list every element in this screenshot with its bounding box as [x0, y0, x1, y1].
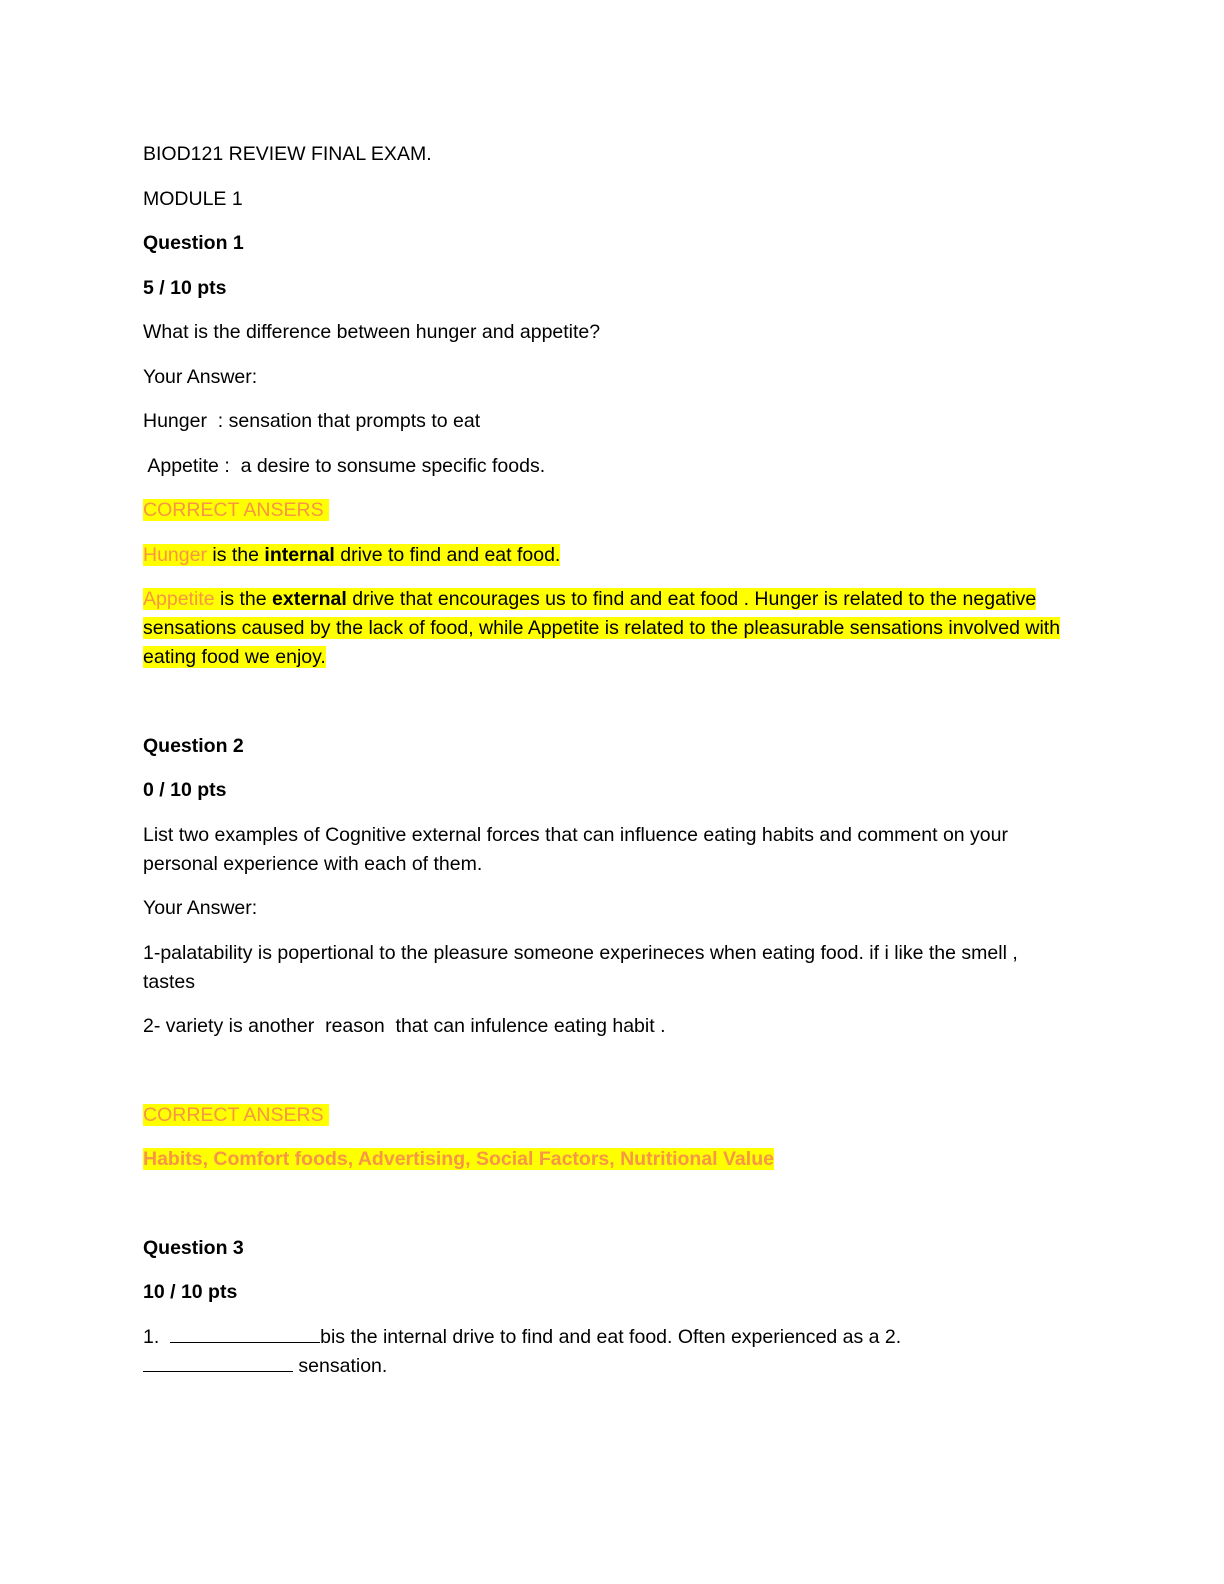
question-1-score: 5 / 10 pts: [143, 276, 227, 299]
hunger-post: drive to find and eat food.: [334, 543, 561, 566]
question-3-number: 1.: [143, 1325, 171, 1348]
hunger-bold: internal: [264, 543, 335, 566]
blank-1: [170, 1324, 320, 1343]
question-2-score: 0 / 10 pts: [143, 779, 227, 801]
appetite-term: Appetite: [143, 588, 215, 610]
question-3-end: sensation.: [293, 1354, 388, 1377]
module-heading: MODULE 1: [143, 187, 243, 210]
correct-answers-label: CORRECT ANSERS: [143, 499, 330, 521]
question-1-correct-appetite: [143, 585, 1073, 672]
document-page: [143, 140, 1073, 1396]
question-1-answer-line-2: Appetite : a desire to sonsume specific foods.: [143, 454, 546, 477]
question-1-label: Question 1: [143, 232, 244, 254]
appetite-post: drive that encourages us to find and eat food . Hunger is related to the negative sensations caused by the lack of food, while Appetite is related to the pleasurable sensations involved with eating food we enjoy.: [143, 588, 1061, 668]
question-2-correct-label: [143, 1101, 1073, 1130]
question-3-mid: bis the internal drive to find and eat food. Often experienced as a 2.: [320, 1325, 902, 1348]
question-2-answer-line-1: 1-palatability is popertional to the pleasure someone experineces when eating food. if i like the smell , tastes: [143, 941, 1018, 993]
hunger-pre: is the: [206, 543, 265, 566]
question-1-answer-line-1: Hunger : sensation that prompts to eat: [143, 410, 481, 432]
question-3-text: [143, 1323, 1073, 1381]
document-title: BIOD121 REVIEW FINAL EXAM.: [143, 143, 432, 165]
question-1-your-answer-label: Your Answer:: [143, 365, 258, 388]
question-2-correct-text: [143, 1145, 1073, 1174]
correct-answers-label-2: CORRECT ANSERS: [143, 1103, 330, 1126]
question-1-correct-hunger: [143, 541, 1073, 570]
question-2-text: List two examples of Cognitive external forces that can influence eating habits and comment on your personal experience with each of them.: [143, 823, 1008, 875]
blank-2: [143, 1353, 293, 1372]
question-1-text: What is the difference between hunger and appetite?: [143, 321, 601, 343]
question-2-your-answer-label: Your Answer:: [143, 897, 258, 919]
appetite-bold: external: [272, 588, 347, 610]
question-2-answer-line-2: 2- variety is another reason that can infulence eating habit .: [143, 1015, 666, 1037]
hunger-term: Hunger: [143, 543, 207, 566]
question-2-label: Question 2: [143, 734, 244, 757]
question-2-correct-answers: Habits, Comfort foods, Advertising, Social Factors, Nutritional Value: [143, 1148, 774, 1170]
question-3-score: 10 / 10 pts: [143, 1281, 238, 1303]
question-3-label: Question 3: [143, 1236, 244, 1259]
question-1-correct-label: [143, 496, 1073, 525]
appetite-pre: is the: [214, 588, 273, 610]
